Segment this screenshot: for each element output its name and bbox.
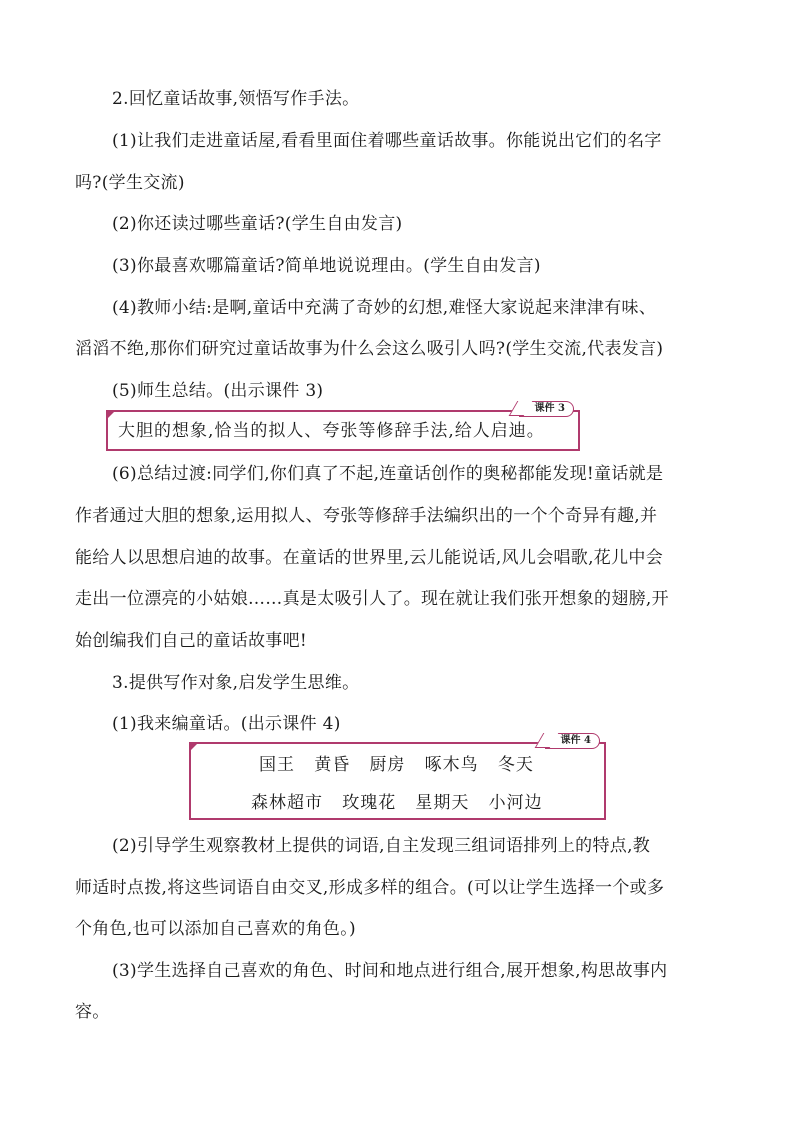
courseware-tag-label: 课件 4 xyxy=(560,735,591,746)
paragraph-line: (5)师生总结。(出示课件 3) xyxy=(112,381,324,401)
paragraph-line: (3)学生选择自己喜欢的角色、时间和地点进行组合,展开想象,构思故事内 xyxy=(112,961,668,981)
word-row-1: 国王 黄昏 厨房 啄木鸟 冬天 xyxy=(259,755,534,775)
courseware-tag xyxy=(519,401,574,417)
paragraph-line: 始创编我们自己的童话故事吧! xyxy=(75,631,308,651)
paragraph-line: (2)引导学生观察教材上提供的词语,自主发现三组词语排列上的特点,教 xyxy=(112,836,651,856)
paragraph-line: 容。 xyxy=(75,1002,110,1022)
box-corner-decoration xyxy=(106,410,116,420)
courseware-4-box xyxy=(189,735,606,820)
paragraph-line: (1)我来编童话。(出示课件 4) xyxy=(112,714,341,734)
courseware-3-box xyxy=(106,403,580,451)
paragraph-line: 能给人以思想启迪的故事。在童话的世界里,云儿能说话,风儿会唱歌,花儿中会 xyxy=(75,548,664,568)
paragraph-line: 个角色,也可以添加自己喜欢的角色。) xyxy=(75,919,356,939)
courseware-tag-label: 课件 3 xyxy=(534,403,565,414)
paragraph-line: 滔滔不绝,那你们研究过童话故事为什么会这么吸引人吗?(学生交流,代表发言) xyxy=(75,339,664,359)
courseware-tag xyxy=(545,733,600,749)
paragraph-line: 作者通过大胆的想象,运用拟人、夸张等修辞手法编织出的一个个奇异有趣,并 xyxy=(75,506,658,526)
box-corner-decoration xyxy=(189,742,199,752)
paragraph-line: (3)你最喜欢哪篇童话?简单地说说理由。(学生自由发言) xyxy=(112,256,541,276)
paragraph-line: (2)你还读过哪些童话?(学生自由发言) xyxy=(112,214,403,234)
courseware-3-text: 大胆的想象,恰当的拟人、夸张等修辞手法,给人启迪。 xyxy=(118,421,545,441)
word-row-2: 森林超市 玫瑰花 星期天 小河边 xyxy=(251,793,543,813)
paragraph-line: 吗?(学生交流) xyxy=(75,173,185,193)
step-2-heading: 2.回忆童话故事,领悟写作手法。 xyxy=(112,89,360,109)
paragraph-line: 走出一位漂亮的小姑娘……真是太吸引人了。现在就让我们张开想象的翅膀,开 xyxy=(75,589,669,609)
paragraph-line: 师适时点拨,将这些词语自由交叉,形成多样的组合。(可以让学生选择一个或多 xyxy=(75,878,665,898)
paragraph-line: (4)教师小结:是啊,童话中充满了奇妙的幻想,难怪大家说起来津津有味、 xyxy=(112,298,657,318)
step-3-heading: 3.提供写作对象,启发学生思维。 xyxy=(112,673,360,693)
paragraph-line: (1)让我们走进童话屋,看看里面住着哪些童话故事。你能说出它们的名字 xyxy=(112,131,662,151)
paragraph-line: (6)总结过渡:同学们,你们真了不起,连童话创作的奥秘都能发现!童话就是 xyxy=(112,464,664,484)
